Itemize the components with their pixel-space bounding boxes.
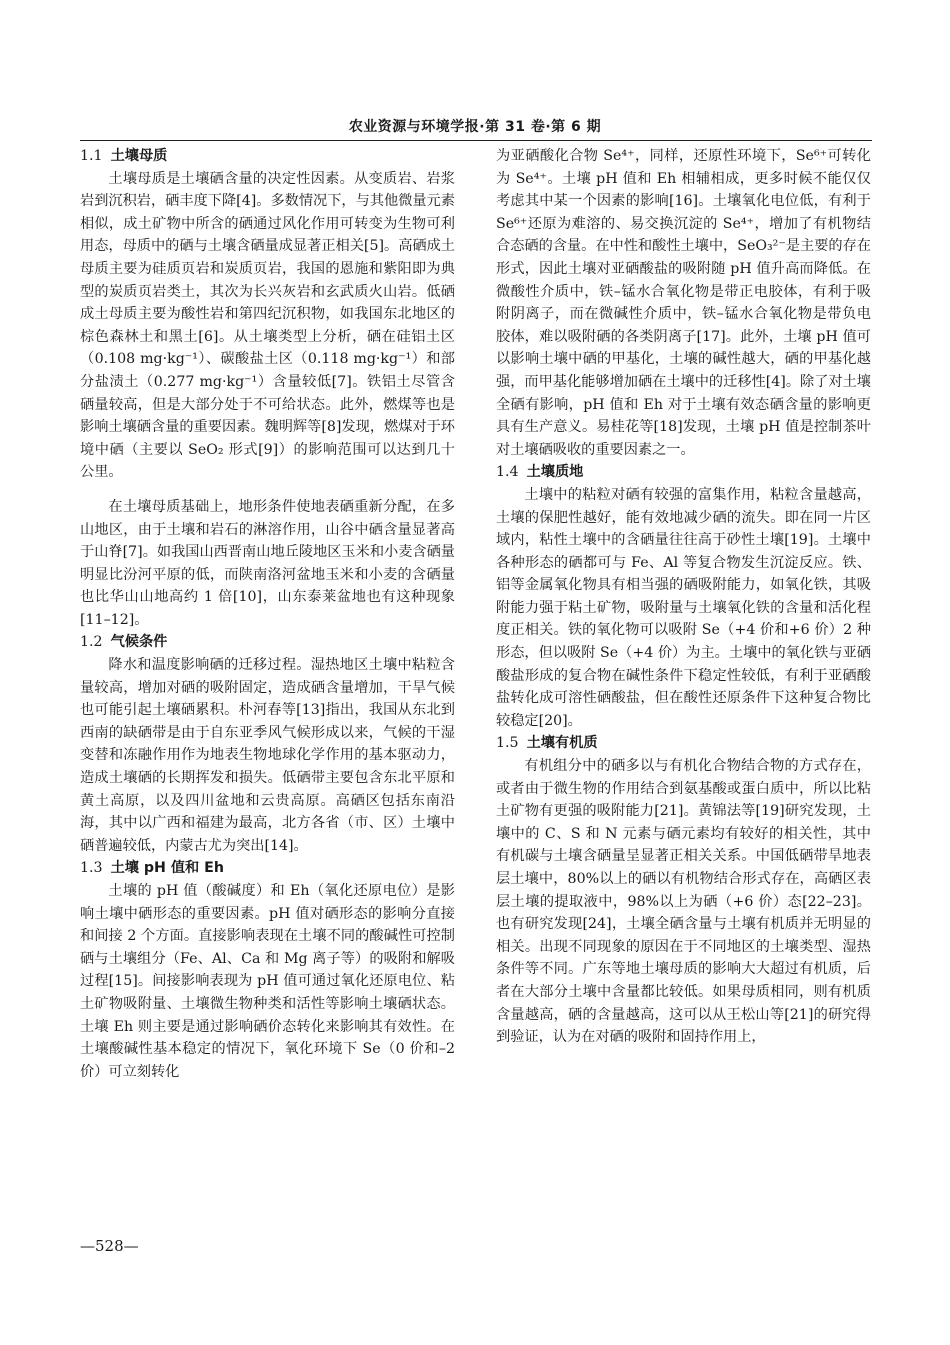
section-heading-1-4: [496, 461, 871, 484]
section-title: 土壤有机质: [526, 735, 598, 752]
section-title: 土壤 pH 值和 Eh: [110, 860, 224, 877]
paragraph: 降水和温度影响硒的迁移过程。湿热地区土壤中粘粒含量较高，增加对硒的吸附固定，造成硒含量增加，干旱气候也可能引起土壤硒累积。朴河春等[13]指出，我国从东北到西南的缺硒带是由于自东亚季风气候形成以来，气候的干湿变替和冻融作用作为地表生物地球化学作用的基本驱动力，造成土壤硒的长期挥发和损失。低硒带主要包含东北平原和黄土高原，以及四川盆地和云贵高原。高硒区包括东南沿海，其中以广西和福建为最高，北方各省（市、区）土壤中硒普遍较低，内蒙古尤为突出[14]。: [80, 657, 455, 854]
running-header: 农业资源与环境学报·第 31 卷·第 6 期: [348, 119, 602, 135]
section-number: 1.2: [80, 634, 103, 651]
section-number: 1.5: [496, 735, 519, 752]
header-rule: [80, 140, 872, 141]
section-number: 1.1: [80, 148, 103, 164]
section-title: 土壤质地: [526, 464, 584, 481]
section-title: 土壤母质: [110, 148, 168, 164]
paragraph: 土壤的 pH 值（酸碱度）和 Eh（氧化还原电位）是影响土壤中硒形态的重要因素。pH 值对硒形态的影响分直接和间接 2 个方面。直接影响表现在土壤不同的酸碱性可控制硒与土壤组分（Fe、Al、Ca 和 Mg 离子等）的吸附和解吸过程[15]。间接影响表现为 pH 值可通过氧化还原电位、粘土矿物吸附量、土壤微生物种类和活性等影响土壤硒状态。土壤 Eh 则主要是通过影响硒价态转化来影响其有效性。在土壤酸碱性基本稳定的情况下，氧化环境下 Se（0 价和–2 价）可立刻转化: [80, 883, 455, 1080]
section-number: 1.3: [80, 860, 103, 877]
paragraph: 土壤母质是土壤硒含量的决定性因素。从变质岩、岩浆岩到沉积岩，硒丰度下降[4]。多数情况下，与其他微量元素相似，成土矿物中所含的硒通过风化作用可转变为生物可利用态，母质中的硒与土壤含硒量成显著正相关[5]。高硒成土母质主要为硅质页岩和炭质页岩，我国的恩施和紫阳即为典型的炭质页岩类土，其次为长兴灰岩和玄武质火山岩。低硒成土母质主要为酸性岩和第四纪沉积物，如我国东北地区的棕色森林土和黑土[6]。从土壤类型上分析，硒在硅铝土区（0.108 mg·kg⁻¹）、碳酸盐土区（0.118 mg·kg⁻¹）和部分盐渍土（0.277 mg·kg⁻¹）含量较低[7]。铁铝土尽管含硒量较高，但是大部分处于不可给状态。此外，燃煤等也是影响土壤硒含量的重要因素。魏明辉等[8]发现，燃煤对于环境中硒（主要以 SeO₂ 形式[9]）的影响范围可以达到几十公里。: [80, 170, 455, 481]
right-column: [496, 145, 871, 1049]
section-heading-1-2: [80, 631, 455, 654]
page-number: —528—: [80, 1237, 139, 1255]
left-column: [80, 145, 455, 1083]
section-heading-1-5: [496, 732, 871, 755]
section-heading-1-3: [80, 857, 455, 880]
paragraph: 有机组分中的硒多以与有机化合物结合物的方式存在，或者由于微生物的作用结合到氨基酸或蛋白质中，所以比粘土矿物有更强的吸附能力[21]。黄锦法等[19]研究发现，土壤中的 C、S 和 N 元素与硒元素均有较好的相关性，其中有机碳与土壤含硒量呈显著正相关关系。中国低硒带旱地表层土壤中，80%以上的硒以有机物结合形式存在，高硒区表层土壤的提取液中，98%以上为硒（+6 价）态[22–23]。也有研究发现[24]，土壤全硒含量与土壤有机质并无明显的相关。出现不同现象的原因在于不同地区的土壤类型、湿热条件等不同。广东等地土壤母质的影响大大超过有机质，后者在大部分土壤中含量都比较低。如果母质相同，则有机质含量越高，硒的含量越高，这可以从王松山等[21]的研究得到验证，认为在对硒的吸附和固持作用上，: [496, 758, 871, 1046]
section-number: 1.4: [496, 464, 519, 481]
section-heading-1-1: [80, 145, 455, 168]
paragraph-continued: 为亚硒酸化合物 Se⁴⁺，同样，还原性环境下，Se⁶⁺可转化为 Se⁴⁺。土壤 pH 值和 Eh 相辅相成，更多时候不能仅仅考虑其中某一个因素的影响[16]。土壤氧化电位低，有利于 Se⁶⁺还原为难溶的、易交换沉淀的 Se⁴⁺，增加了有机物结合态硒的含量。在中性和酸性土壤中，SeO₃²⁻是主要的存在形式，因此土壤对亚硒酸盐的吸附随 pH 值升高而降低。在微酸性介质中，铁–锰水合氧化物是带正电胶体，有利于吸附阴离子，而在微碱性介质中，铁–锰水合氧化物是带负电胶体，难以吸附硒的各类阴离子[17]。此外，土壤 pH 值可以影响土壤中硒的甲基化，土壤的碱性越大，硒的甲基化越强，而甲基化能够增加硒在土壤中的迁移性[4]。除了对土壤全硒有影响，pH 值和 Eh 对于土壤有效态硒含量的影响更具有生产意义。易桂花等[18]发现，土壤 pH 值是控制茶叶对土壤硒吸收的重要因素之一。: [496, 148, 871, 458]
paragraph: 土壤中的粘粒对硒有较强的富集作用，粘粒含量越高，土壤的保肥性越好，能有效地减少硒的流失。即在同一片区域内，粘性土壤中的含硒量往往高于砂性土壤[19]。土壤中各种形态的硒都可与 Fe、Al 等复合物发生沉淀反应。铁、铝等金属氧化物具有相当强的硒吸附能力，如氧化铁，其吸附能力强于粘土矿物，吸附量与土壤氧化铁的含量和活化程度正相关。铁的氧化物可以吸附 Se（+4 价和+6 价）2 种形态，但以吸附 Se（+4 价）为主。土壤中的氧化铁与亚硒酸盐形成的复合物在碱性条件下稳定性较低，有利于亚硒酸盐转化成可溶性硒酸盐，但在酸性还原条件下这种复合物比较稳定[20]。: [496, 486, 871, 729]
section-title: 气候条件: [110, 634, 168, 651]
paragraph: 在土壤母质基础上，地形条件使地表硒重新分配，在多山地区，由于土壤和岩石的淋溶作用，山谷中硒含量显著高于山脊[7]。如我国山西晋南山地丘陵地区玉米和小麦含硒量明显比汾河平原的低，而陕南洛河盆地玉米和小麦的含硒量也比华山山地高约 1 倍[10]，山东泰莱盆地也有这种现象[11–12]。: [80, 498, 455, 628]
